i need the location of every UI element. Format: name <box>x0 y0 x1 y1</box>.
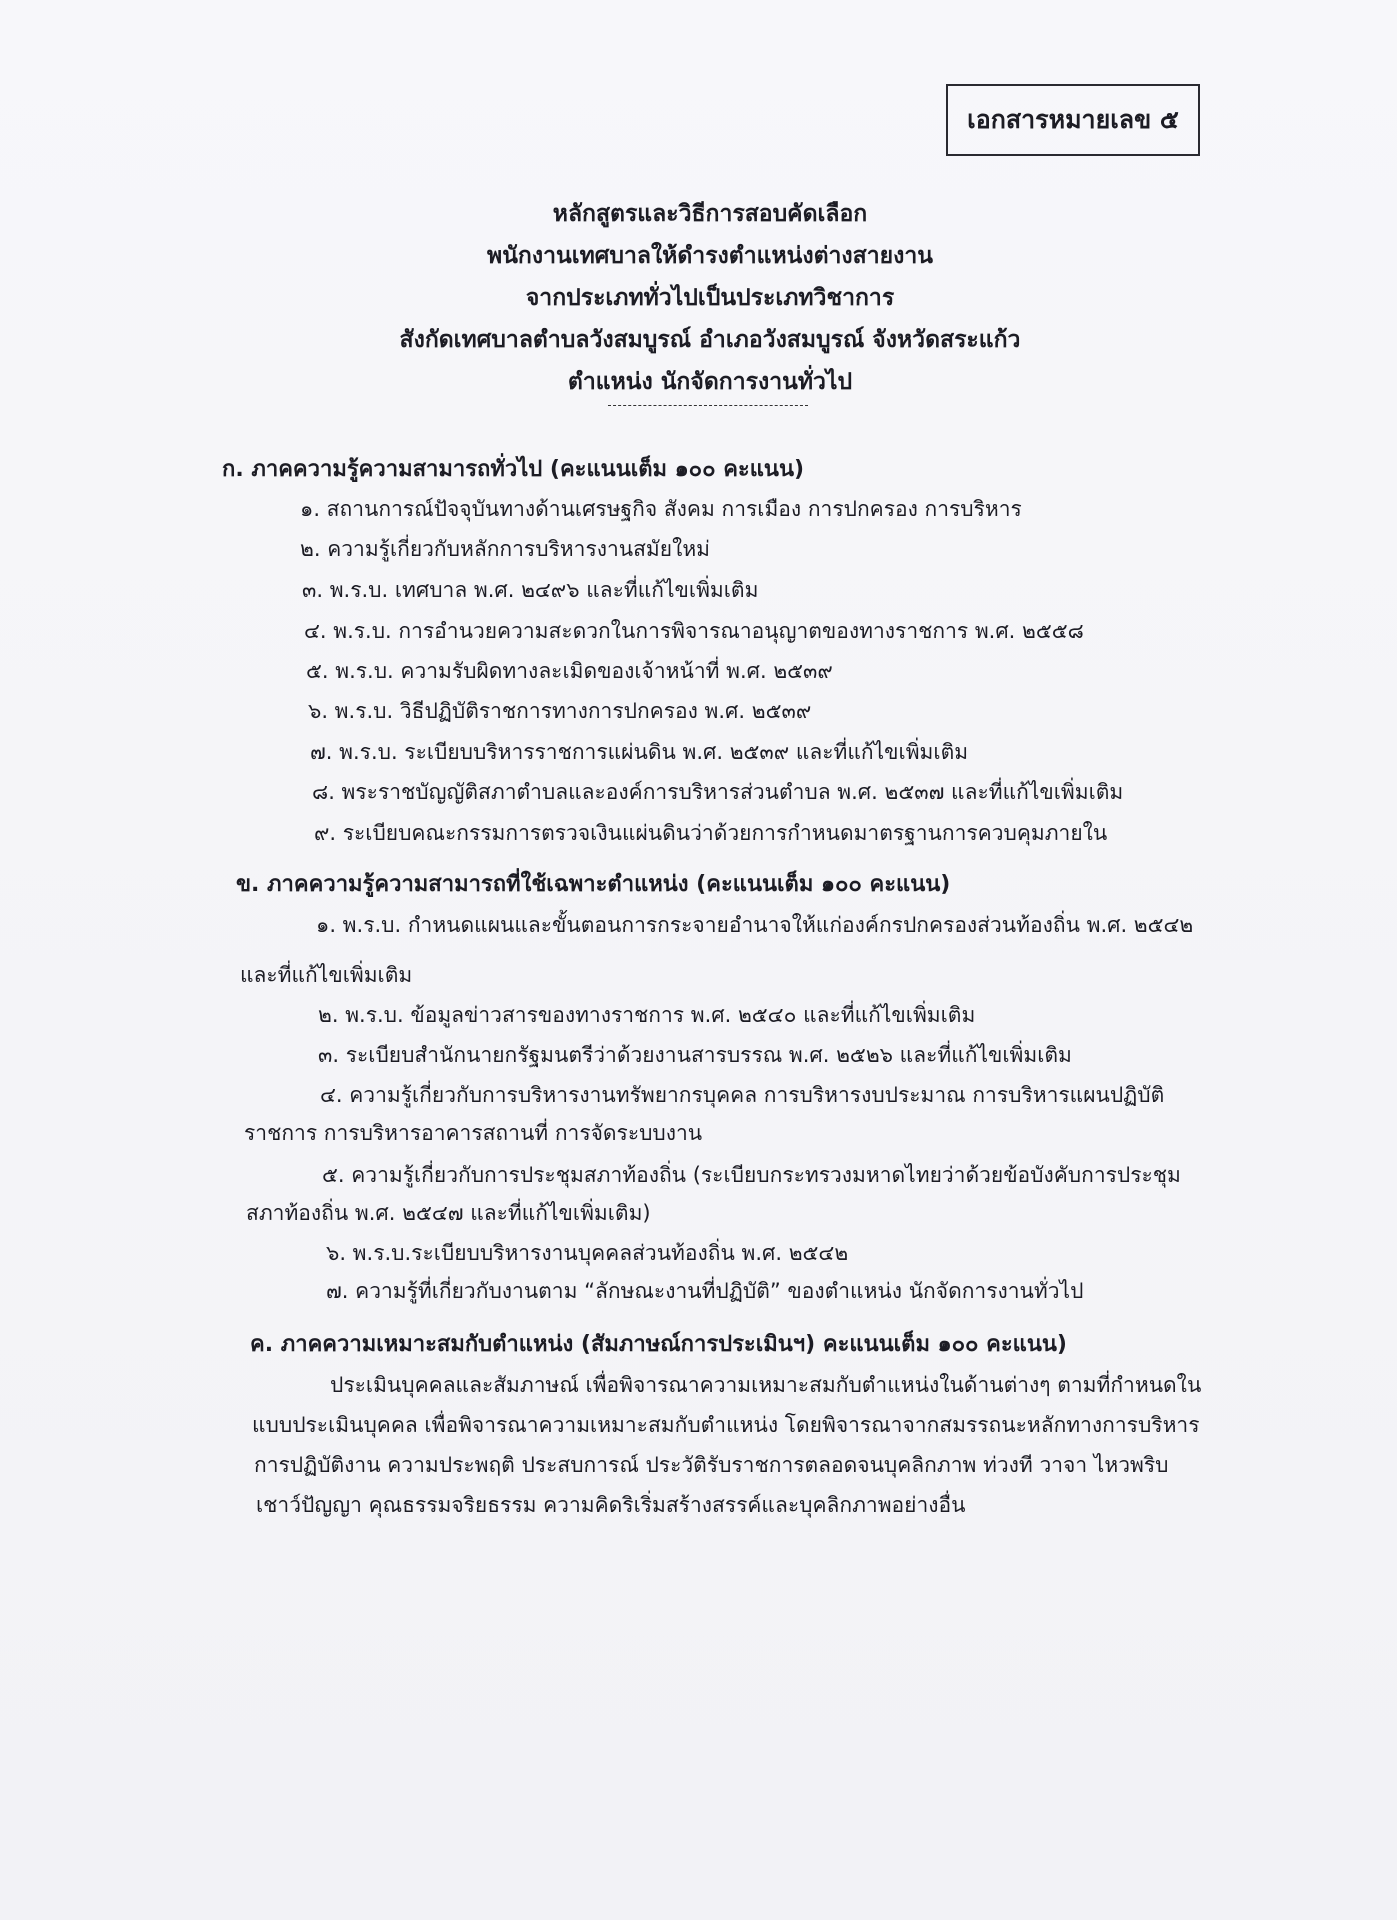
title-line: หลักสูตรและวิธีการสอบคัดเลือก <box>552 201 868 227</box>
title-line: จากประเภททั่วไปเป็นประเภทวิชาการ <box>525 285 895 311</box>
section-a-item: ๑. สถานการณ์ปัจจุบันทางด้านเศรษฐกิจ สังคม การเมือง การปกครอง การบริหาร <box>300 497 1022 521</box>
title-block <box>300 193 1120 403</box>
section-a-item: ๒. ความรู้เกี่ยวกับหลักการบริหารงานสมัยใหม่ <box>300 537 711 561</box>
section-b-line: ๔. ความรู้เกี่ยวกับการบริหารงานทรัพยากรบุคคล การบริหารงบประมาณ การบริหารแผนปฏิบัติ <box>320 1083 1165 1107</box>
section-a-item: ๕. พ.ร.บ. ความรับผิดทางละเมิดของเจ้าหน้าที่ พ.ศ. ๒๕๓๙ <box>306 659 833 683</box>
title-line: พนักงานเทศบาลให้ดำรงตำแหน่งต่างสายงาน <box>487 243 933 269</box>
section-a-item: ๘. พระราชบัญญัติสภาตำบลและองค์การบริหารส่วนตำบล พ.ศ. ๒๕๓๗ และที่แก้ไขเพิ่มเติม <box>312 780 1124 804</box>
section-b-line: ๖. พ.ร.บ.ระเบียบบริหารงานบุคคลส่วนท้องถิ่น พ.ศ. ๒๕๔๒ <box>326 1241 849 1265</box>
section-a-item: ๗. พ.ร.บ. ระเบียบบริหารราชการแผ่นดิน พ.ศ. ๒๕๓๙ และที่แก้ไขเพิ่มเติม <box>310 740 969 764</box>
section-b-line: สภาท้องถิ่น พ.ศ. ๒๕๔๗ และที่แก้ไขเพิ่มเติม) <box>246 1201 651 1225</box>
section-a-item: ๙. ระเบียบคณะกรรมการตรวจเงินแผ่นดินว่าด้วยการกำหนดมาตรฐานการควบคุมภายใน <box>314 821 1108 845</box>
section-c-heading: ค. ภาคความเหมาะสมกับตำแหน่ง (สัมภาษณ์การประเมินฯ) คะแนนเต็ม ๑๐๐ คะแนน) <box>250 1332 1067 1357</box>
section-b-line: ๗. ความรู้ที่เกี่ยวกับงานตาม “ลักษณะงานที่ปฏิบัติ” ของตำแหน่ง นักจัดการงานทั่วไป <box>326 1279 1084 1303</box>
section-a-item: ๓. พ.ร.บ. เทศบาล พ.ศ. ๒๔๙๖ และที่แก้ไขเพิ่มเติม <box>302 578 759 602</box>
section-c-line: เชาว์ปัญญา คุณธรรมจริยธรรม ความคิดริเริ่มสร้างสรรค์และบุคลิกภาพอย่างอื่น <box>256 1493 966 1517</box>
document-number-box: เอกสารหมายเลข ๕ <box>946 84 1200 156</box>
section-b-line: ราชการ การบริหารอาคารสถานที่ การจัดระบบงาน <box>244 1121 703 1145</box>
section-b-line: และที่แก้ไขเพิ่มเติม <box>240 963 413 987</box>
section-a-item: ๔. พ.ร.บ. การอำนวยความสะดวกในการพิจารณาอนุญาตของทางราชการ พ.ศ. ๒๕๕๘ <box>304 619 1084 643</box>
section-c-line: การปฏิบัติงาน ความประพฤติ ประสบการณ์ ประวัติรับราชการตลอดจนบุคลิกภาพ ท่วงที วาจา ไหวพริบ <box>254 1453 1169 1477</box>
section-b-line: ๒. พ.ร.บ. ข้อมูลข่าวสารของทางราชการ พ.ศ. ๒๕๔๐ และที่แก้ไขเพิ่มเติม <box>318 1003 976 1027</box>
section-c-line: ประเมินบุคคลและสัมภาษณ์ เพื่อพิจารณาความเหมาะสมกับตำแหน่งในด้านต่างๆ ตามที่กำหนดใน <box>330 1373 1202 1397</box>
title-line: ตำแหน่ง นักจัดการงานทั่วไป <box>567 369 853 395</box>
section-b-line: ๕. ความรู้เกี่ยวกับการประชุมสภาท้องถิ่น (ระเบียบกระทรวงมหาดไทยว่าด้วยข้อบังคับการประชุม <box>322 1163 1181 1187</box>
section-c-line: แบบประเมินบุคคล เพื่อพิจารณาความเหมาะสมกับตำแหน่ง โดยพิจารณาจากสมรรถนะหลักทางการบริหาร <box>252 1413 1200 1437</box>
section-a-item: ๖. พ.ร.บ. วิธีปฏิบัติราชการทางการปกครอง พ.ศ. ๒๕๓๙ <box>308 699 812 723</box>
title-divider <box>608 405 808 406</box>
title-line: สังกัดเทศบาลตำบลวังสมบูรณ์ อำเภอวังสมบูรณ์ จังหวัดสระแก้ว <box>399 327 1021 353</box>
section-b-line: ๓. ระเบียบสำนักนายกรัฐมนตรีว่าด้วยงานสารบรรณ พ.ศ. ๒๕๒๖ และที่แก้ไขเพิ่มเติม <box>318 1043 1072 1067</box>
section-a-heading: ก. ภาคความรู้ความสามารถทั่วไป (คะแนนเต็ม ๑๐๐ คะแนน) <box>222 457 805 482</box>
section-b-line: ๑. พ.ร.บ. กำหนดแผนและขั้นตอนการกระจายอำนาจให้แก่องค์กรปกครองส่วนท้องถิ่น พ.ศ. ๒๕๔๒ <box>316 913 1194 937</box>
section-b-heading: ข. ภาคความรู้ความสามารถที่ใช้เฉพาะตำแหน่ง (คะแนนเต็ม ๑๐๐ คะแนน) <box>236 872 951 897</box>
